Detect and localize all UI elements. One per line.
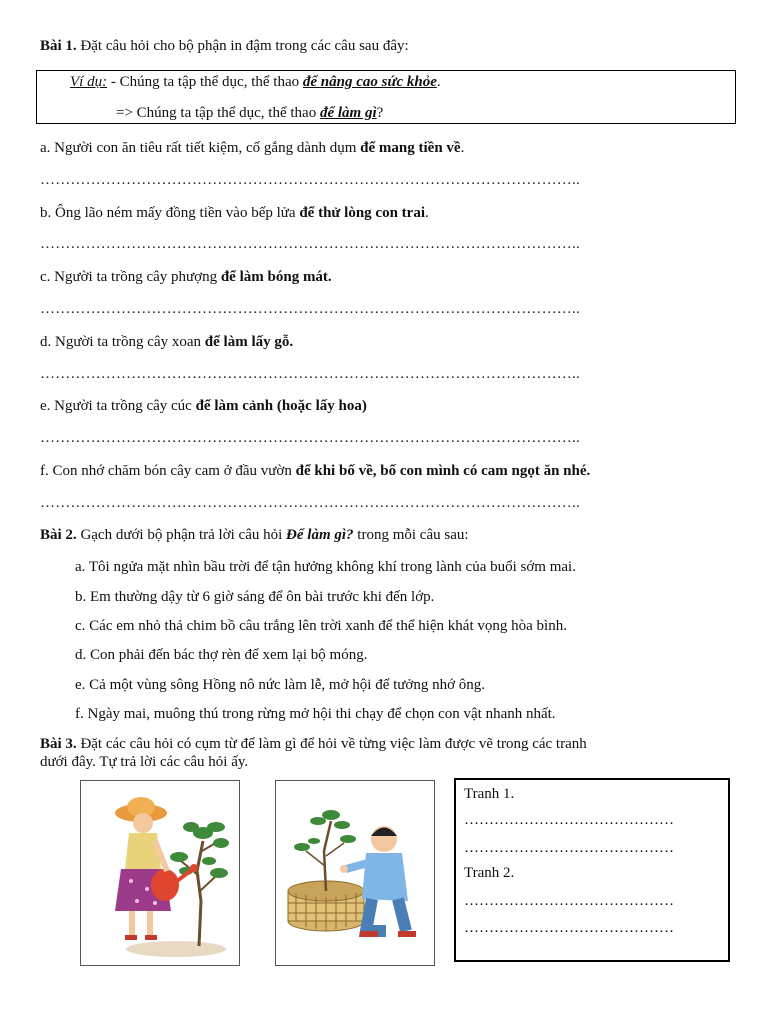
bai3-heading — [40, 736, 587, 753]
example-label: Ví dụ: — [70, 74, 108, 90]
bai2-label: Bài 2. — [40, 527, 77, 543]
item-bold: để mang tiền về — [360, 140, 461, 156]
boy-planting-seedling-illustration — [276, 781, 433, 964]
item-bold: để làm cảnh (hoặc lấy hoa) — [195, 398, 367, 414]
item-bold: để khi bố về, bố con mình có cam ngọt ăn nhé. — [295, 463, 591, 479]
example-line1-bold: để nâng cao sức khỏe — [302, 74, 437, 90]
picture-2 — [275, 780, 435, 966]
bai1-item-d — [40, 334, 293, 351]
tranh2-answer-line-2[interactable]: …………………………………… — [464, 920, 674, 936]
bai3-label: Bài 3. — [40, 736, 77, 752]
item-end: . — [460, 140, 465, 156]
answer-line-b[interactable]: …………………………………………………………………………………………….. — [40, 236, 580, 252]
bai2-prompt-end: trong mỗi câu sau: — [353, 527, 469, 543]
example-line1-end: . — [436, 74, 441, 90]
example-line-2 — [116, 105, 383, 122]
bai2-prompt-bold: Để làm gì? — [286, 527, 354, 543]
bai1-heading — [40, 38, 409, 55]
tranh1-answer-line-2[interactable]: …………………………………… — [464, 840, 674, 856]
example-line2-text: => Chúng ta tập thể dục, thể thao — [116, 105, 320, 121]
example-line1-text: - Chúng ta tập thể dục, thể thao — [107, 74, 303, 90]
item-text: b. Ông lão ném mấy đồng tiền vào bếp lửa — [40, 205, 300, 221]
answer-line-d[interactable]: …………………………………………………………………………………………….. — [40, 366, 580, 382]
example-line-1 — [70, 74, 441, 91]
bai1-item-f — [40, 463, 590, 480]
bai3-prompt-line2: dưới đây. Tự trả lời các câu hỏi ấy. — [40, 754, 249, 770]
bai2-item-d[interactable]: d. Con phải đến bác thợ rèn để xem lại bộ móng. — [75, 647, 368, 663]
picture-1 — [80, 780, 240, 966]
item-text: e. Người ta trồng cây cúc — [40, 398, 196, 414]
item-text: a. Người con ăn tiêu rất tiết kiệm, cố gắng dành dụm — [40, 140, 361, 156]
tranh2-answer-line-1[interactable]: …………………………………… — [464, 893, 674, 909]
example-line2-bold: để làm gì — [319, 105, 377, 121]
answer-line-e[interactable]: …………………………………………………………………………………………….. — [40, 430, 580, 446]
item-bold: để làm bóng mát. — [220, 269, 332, 285]
bai2-item-f[interactable]: f. Ngày mai, muông thú trong rừng mở hội thi chạy để chọn con vật nhanh nhất. — [75, 706, 556, 722]
answer-line-f[interactable]: …………………………………………………………………………………………….. — [40, 495, 580, 511]
tranh1-label: Tranh 1. — [464, 786, 515, 802]
example-line2-end: ? — [376, 105, 384, 121]
item-bold: để thử lòng con trai — [299, 205, 425, 221]
item-text: c. Người ta trồng cây phượng — [40, 269, 221, 285]
bai2-prompt: Gạch dưới bộ phận trả lời câu hỏi — [76, 527, 287, 543]
tranh2-label: Tranh 2. — [464, 865, 515, 881]
bai2-item-e[interactable]: e. Cả một vùng sông Hồng nô nức làm lễ, mở hội để tưởng nhớ ông. — [75, 677, 486, 693]
bai1-prompt: Đặt câu hỏi cho bộ phận in đậm trong các câu sau đây: — [76, 38, 409, 54]
answer-line-c[interactable]: …………………………………………………………………………………………….. — [40, 301, 580, 317]
bai1-item-e — [40, 398, 367, 415]
item-text: d. Người ta trồng cây xoan — [40, 334, 205, 350]
bai2-item-a[interactable]: a. Tôi ngửa mặt nhìn bầu trời để tận hưởng không khí trong lành của buổi sớm mai. — [75, 559, 576, 575]
bai2-item-b[interactable]: b. Em thường dậy từ 6 giờ sáng để ôn bài trước khi đến lớp. — [75, 589, 435, 605]
tranh1-answer-line-1[interactable]: …………………………………… — [464, 812, 674, 828]
bai3-prompt-line1: Đặt các câu hỏi có cụm từ để làm gì để hỏi về từng việc làm được vẽ trong các tranh — [76, 736, 587, 752]
item-end: . — [425, 205, 429, 221]
bai1-label: Bài 1. — [40, 38, 77, 54]
bai2-heading — [40, 527, 469, 544]
answer-line-a[interactable]: …………………………………………………………………………………………….. — [40, 172, 580, 188]
bai1-item-b — [40, 205, 429, 222]
bai1-item-a — [40, 140, 464, 157]
bai2-item-c[interactable]: c. Các em nhỏ thả chim bồ câu trắng lên trời xanh để thể hiện khát vọng hòa bình. — [75, 618, 567, 634]
item-text: f. Con nhớ chăm bón cây cam ở đầu vườn — [40, 463, 296, 479]
girl-watering-plant-illustration — [81, 781, 238, 964]
bai1-item-c — [40, 269, 332, 286]
item-bold: để làm lấy gỗ. — [204, 334, 294, 350]
